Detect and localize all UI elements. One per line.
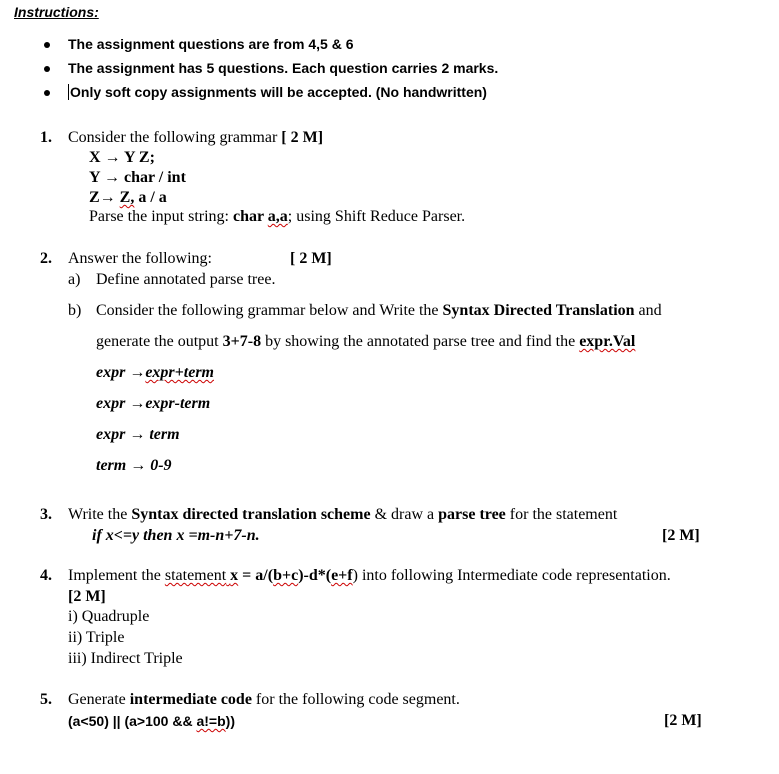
q3-statement: if x<=y then x =m-n+7-n.: [92, 527, 260, 544]
bullet-dot: [44, 42, 50, 48]
q4-marks: [2 M]: [68, 588, 106, 605]
q1-rule-2: Y → char / int: [89, 169, 186, 186]
q2-line: 2. Answer the following: [ 2 M]: [40, 250, 332, 267]
q5-code: (a<50) || (a>100 && a!=b)): [68, 713, 235, 729]
q4-item-3: iii) Indirect Triple: [68, 650, 183, 667]
q2-production-4: term → 0-9: [96, 457, 172, 474]
q1-parse-line: Parse the input string: char a,a; using Shift Reduce Parser.: [89, 208, 466, 225]
instruction-3: Only soft copy assignments will be accepted. (No handwritten): [70, 84, 487, 100]
bullet-dot: [44, 90, 50, 96]
q2-production-2: expr →expr-term: [96, 395, 211, 412]
q5-line: 5. Generate intermediate code for the following code segment.: [40, 691, 460, 708]
text-cursor: [68, 84, 69, 100]
q5-marks: [2 M]: [664, 712, 702, 729]
instructions-title: Instructions:: [14, 4, 99, 20]
q3-marks: [2 M]: [662, 527, 700, 544]
q2-b-line2: generate the output 3+7-8 by showing the annotated parse tree and find the expr.Val: [96, 333, 636, 350]
q2-b-line1: b) Consider the following grammar below and Write the Syntax Directed Translation and: [68, 302, 662, 319]
q1-rule-3: Z→ Z, a / a: [89, 189, 167, 206]
q1-text: Consider the following grammar [ 2 M]: [68, 129, 324, 146]
bullet-dot: [44, 66, 50, 72]
q1-line: 1. Consider the following grammar [ 2 M]: [40, 129, 324, 146]
q2-production-3: expr → term: [96, 426, 180, 443]
q2-production-1: expr →expr+term: [96, 364, 214, 381]
q2-a: a) Define annotated parse tree.: [68, 271, 276, 288]
instruction-1: The assignment questions are from 4,5 & 6: [68, 36, 354, 52]
q3-line: 3. Write the Syntax directed translation scheme & draw a parse tree for the statement: [40, 506, 618, 523]
q4-item-2: ii) Triple: [68, 629, 125, 646]
q4-line: 4. Implement the statement x = a/(b+c)-d*(e+f) into following Intermediate code representation.: [40, 567, 671, 584]
instruction-2: The assignment has 5 questions. Each question carries 2 marks.: [68, 60, 499, 76]
q4-item-1: i) Quadruple: [68, 608, 150, 625]
q1-rule-1: X → Y Z;: [89, 149, 155, 166]
